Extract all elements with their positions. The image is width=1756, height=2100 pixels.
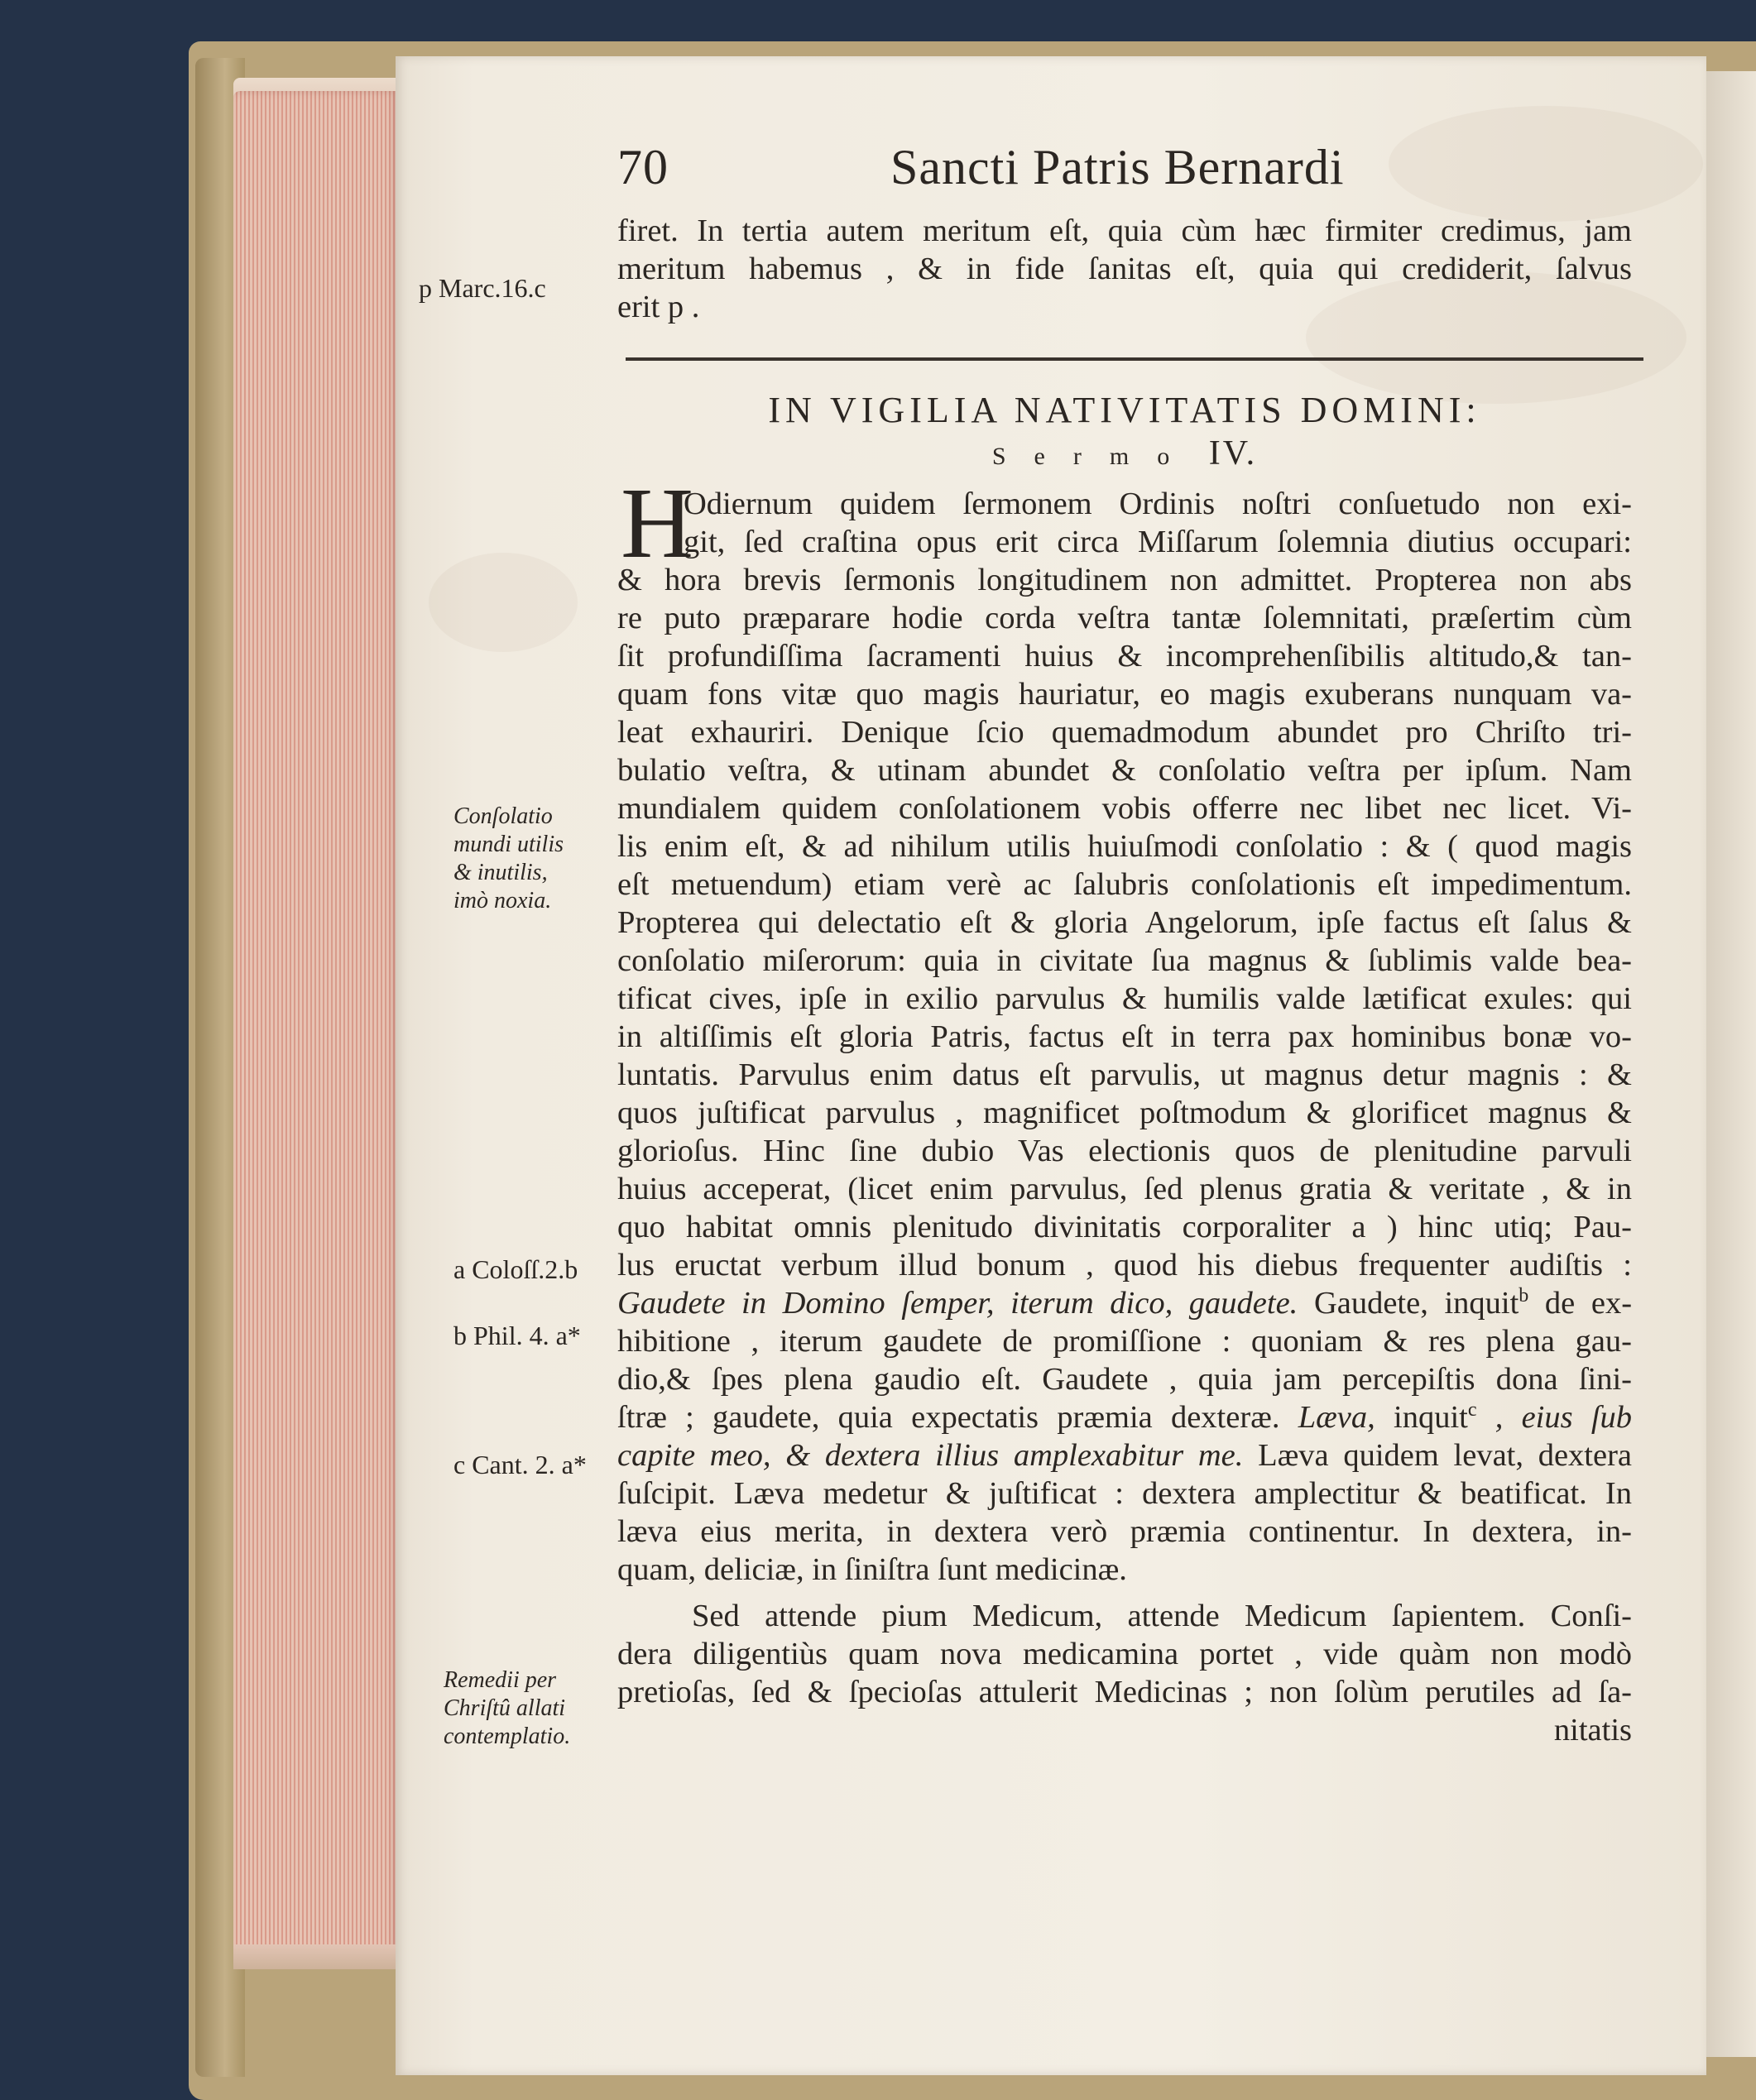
margin-note-phil: b Phil. 4. a* xyxy=(453,1321,581,1350)
text-line: ſit profundiſſima ſacramenti huius & incomprehenſibilis altitudo,& tan- xyxy=(617,639,1632,674)
facing-page-edge xyxy=(1706,71,1756,2057)
footnote-marker: c xyxy=(1467,1399,1477,1422)
text-line: bulatio veſtra, & utinam abundet & conſolatio veſtra per ipſum. Nam xyxy=(617,753,1632,788)
quote-end: de ex- xyxy=(1544,1286,1633,1321)
footnote-marker: b xyxy=(1519,1285,1529,1307)
margin-note-cant: c Cant. 2. a* xyxy=(453,1450,587,1479)
mixed-italic: capite meo, & dextera illius amplexabitur me. xyxy=(617,1438,1244,1473)
text-line: Propterea qui delectatio eſt & gloria Angelorum, ipſe factus eſt ſalus & xyxy=(617,905,1632,940)
mixed-roman: Læva quidem levat, dextera xyxy=(1258,1438,1632,1473)
text-line-quote xyxy=(617,1284,1632,1322)
text-line: lis enim eſt, & ad nihilum utilis huiuſmodi conſolatio : & ( quod magis xyxy=(617,829,1632,864)
text-line-mixed xyxy=(617,1436,1632,1474)
running-title: Sancti Patris Bernardi xyxy=(890,140,1345,194)
text-line: & hora brevis ſermonis longitudinem non admittet. Propterea non abs xyxy=(617,563,1632,597)
margin-note-remedii-3: contemplatio. xyxy=(444,1724,571,1749)
text-line: firet. In tertia autem meritum eſt, quia cùm hæc firmiter credimus, jam xyxy=(617,213,1632,248)
mixed-italic: Læva, xyxy=(1298,1400,1375,1435)
sermon-number: IV. xyxy=(1208,434,1258,472)
text-line: eſt metuendum) etiam verè ac ſalubris conſolationis eſt impedimentum. xyxy=(617,867,1632,902)
text-line: re puto præparare hodie corda veſtra tantæ ſolemnitati, præſertim cùm xyxy=(617,601,1632,635)
text-line: glorioſus. Hinc ſine dubio Vas electionis quos de plenitudine parvuli xyxy=(617,1134,1632,1168)
drop-cap: H xyxy=(621,467,694,579)
text-line: erit p . xyxy=(617,290,700,324)
running-head xyxy=(617,139,1632,205)
margin-note-marc: p Marc.16.c xyxy=(419,273,546,303)
sermon-title: IN VIGILIA NATIVITATIS DOMINI: xyxy=(768,390,1481,430)
text-line: ſuſcipit. Læva medetur & juſtificat : dextera amplectitur & beatificat. In xyxy=(617,1476,1632,1511)
section-rule xyxy=(626,357,1643,361)
text-line-mixed xyxy=(617,1398,1632,1436)
text-line: in altiſſimis eſt gloria Patris, factus eſt in terra pax hominibus bonæ vo- xyxy=(617,1019,1632,1054)
text-line: mundialem quidem conſolationem vobis offerre nec libet nec licet. Vi- xyxy=(617,791,1632,826)
mixed-roman-2: inquit xyxy=(1394,1400,1468,1435)
text-line: Odiernum quidem ſermonem Ordinis noſtri conſuetudo non exi- xyxy=(684,487,1632,521)
sermon-subtitle xyxy=(617,434,1632,473)
text-line: pretioſas, ſed & ſpecioſas attulerit Medicinas ; non ſolùm perutiles ad ſa- xyxy=(617,1675,1632,1709)
text-line: conſolatio miſerorum: quia in civitate ſua magnus & ſublimis valde bea- xyxy=(617,943,1632,978)
quote-roman: Gaudete, inquit xyxy=(1313,1286,1519,1321)
text-line: læva eius merita, in dextera verò præmia continentur. In dextera, in- xyxy=(617,1514,1632,1549)
text-line: meritum habemus , & in fide ſanitas eſt, quia qui crediderit, ſalvus xyxy=(617,252,1632,286)
mixed-roman: ſtræ ; gaudete, quia expectatis præmia dexteræ. xyxy=(617,1400,1280,1435)
text-line: quam, deliciæ, in ſiniſtra ſunt medicinæ. xyxy=(617,1552,1127,1587)
text-line: git, ſed craſtina opus erit circa Miſſarum ſolemnia diutius occupari: xyxy=(684,525,1632,559)
margin-note-consolatio-1: Conſolatio xyxy=(453,803,553,829)
page-block-bottom xyxy=(233,1944,399,1969)
catchword: nitatis xyxy=(1553,1713,1632,1748)
mixed-italic-2: , eius ſub xyxy=(1495,1400,1633,1435)
text-line: lus eructat verbum illud bonum , quod his diebus frequenter audiſtis : xyxy=(617,1248,1632,1283)
text-line: hibitione , iterum gaudete de promiſſione : quoniam & res plena gau- xyxy=(617,1324,1632,1359)
margin-note-coloss: a Coloſſ.2.b xyxy=(453,1254,578,1284)
margin-note-remedii-2: Chriſtû allati xyxy=(444,1695,566,1721)
text-line: quam fons vitæ quo magis hauriatur, eo magis exuberans nunquam va- xyxy=(617,677,1632,712)
text-line: quo habitat omnis plenitudo divinitatis corporaliter a ) hinc utiq; Pau- xyxy=(617,1210,1632,1244)
margin-note-consolatio-4: imò noxia. xyxy=(453,888,552,913)
margin-note-remedii-1: Remedii per xyxy=(444,1667,557,1693)
quote-italic: Gaudete in Domino ſemper, iterum dico, gaudete. xyxy=(617,1286,1298,1321)
text-line: tificat cives, ipſe in exilio parvulus & humilis valde lætificat exules: qui xyxy=(617,981,1632,1016)
margin-note-consolatio-3: & inutilis, xyxy=(453,860,548,885)
margin-note-consolatio-2: mundi utilis xyxy=(453,832,564,857)
text-line: dera diligentiùs quam nova medicamina portet , vide quàm non modò xyxy=(617,1637,1632,1671)
page-number: 70 xyxy=(617,140,669,194)
sermon-label: Sermo xyxy=(991,443,1198,470)
page-block-edges xyxy=(233,91,399,1961)
text-line: Sed attende pium Medicum, attende Medicum ſapientem. Conſi- xyxy=(692,1599,1632,1633)
text-line: huius acceperat, (licet enim parvulus, ſed plenus gratia & veritate , & in xyxy=(617,1172,1632,1206)
text-line: quos juſtificat parvulus , magnificet poſtmodum & glorificet magnus & xyxy=(617,1096,1632,1130)
text-line: dio,& ſpes plena gaudio eſt. Gaudete , quia jam percepiſtis dona ſini- xyxy=(617,1362,1632,1397)
text-line: leat exhauriri. Denique ſcio quemadmodum abundet pro Chriſto tri- xyxy=(617,715,1632,750)
text-line: luntatis. Parvulus enim datus eſt parvulis, ut magnus detur magnis : & xyxy=(617,1057,1632,1092)
